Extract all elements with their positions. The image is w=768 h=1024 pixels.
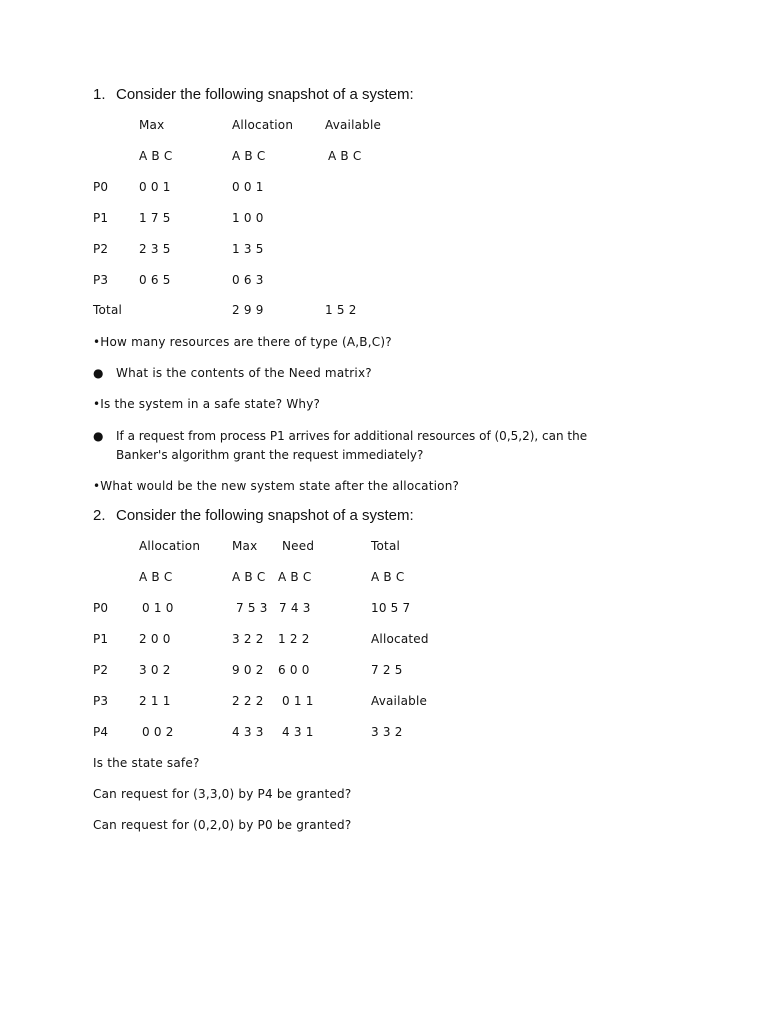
q2-row-p0-need: 7 4 3 [279, 601, 311, 615]
q1-row-p1-max: 1 7 5 [139, 211, 171, 225]
q1-total-label: Total [93, 303, 123, 317]
q1-question-1: •How many resources are there of type (A,B,C)? [93, 335, 392, 349]
q2-row-p2-max: 9 0 2 [232, 663, 264, 677]
q1-question-4: If a request from process P1 arrives for additional resources of (0,5,2), can the Banker's algorithm grant the request immediately? [116, 429, 588, 462]
q2-row-p4-label: P4 [93, 725, 109, 739]
q2-row-p2-need: 6 0 0 [278, 663, 310, 677]
q2-question-3: Can request for (0,2,0) by P0 be granted? [93, 818, 352, 832]
q2-row-p0-right: 10 5 7 [371, 601, 411, 615]
q2-row-p3-label: P3 [93, 694, 109, 708]
q2-row-p4-right: 3 3 2 [371, 725, 403, 739]
q2-question-1: Is the state safe? [93, 756, 200, 770]
q1-question-2: What is the contents of the Need matrix? [116, 366, 372, 380]
q2-row-p1-need: 1 2 2 [278, 632, 310, 646]
q2-row-p1-right: Allocated [371, 632, 429, 646]
q1-row-p0-alloc: 0 0 1 [232, 180, 264, 194]
q2-row-p3-need: 0 1 1 [282, 694, 314, 708]
q1-sub-max: A B C [139, 149, 173, 163]
q1-row-p2-label: P2 [93, 242, 109, 256]
q1-row-p0-label: P0 [93, 180, 109, 194]
q2-col-need: Need [282, 539, 315, 553]
bullet-icon: ● [93, 429, 104, 443]
q1-col-allocation: Allocation [232, 118, 294, 132]
q2-row-p0-max: 7 5 3 [236, 601, 268, 615]
q2-row-p3-alloc: 2 1 1 [139, 694, 171, 708]
q2-sub-total: A B C [371, 570, 405, 584]
q2-row-p0-alloc: 0 1 0 [142, 601, 174, 615]
q2-sub-allocation: A B C [139, 570, 173, 584]
q1-question-3: •Is the system in a safe state? Why? [93, 397, 321, 411]
q1-question-5: •What would be the new system state after the allocation? [93, 479, 460, 493]
q1-number: 1. [93, 86, 106, 103]
q2-number: 2. [93, 507, 106, 524]
q1-col-max: Max [139, 118, 165, 132]
q1-total-avail: 1 5 2 [325, 303, 357, 317]
q1-row-p0-max: 0 0 1 [139, 180, 171, 194]
q1-heading-text: Consider the following snapshot of a system: [116, 86, 414, 103]
q1-sub-allocation: A B C [232, 149, 266, 163]
q2-row-p3-right: Available [371, 694, 428, 708]
q1-row-p1-alloc: 1 0 0 [232, 211, 264, 225]
q2-row-p2-right: 7 2 5 [371, 663, 403, 677]
q2-row-p4-need: 4 3 1 [282, 725, 314, 739]
q2-col-max: Max [232, 539, 258, 553]
q1-row-p2-max: 2 3 5 [139, 242, 171, 256]
q2-row-p4-max: 4 3 3 [232, 725, 264, 739]
q1-total-alloc: 2 9 9 [232, 303, 264, 317]
q1-row-p3-max: 0 6 5 [139, 273, 171, 287]
q2-sub-need: A B C [278, 570, 312, 584]
q2-row-p1-alloc: 2 0 0 [139, 632, 171, 646]
q2-row-p1-label: P1 [93, 632, 109, 646]
q1-row-p3-label: P3 [93, 273, 109, 287]
q1-col-available: Available [325, 118, 382, 132]
q2-sub-max: A B C [232, 570, 266, 584]
q2-row-p2-alloc: 3 0 2 [139, 663, 171, 677]
q2-col-allocation: Allocation [139, 539, 201, 553]
q1-row-p3-alloc: 0 6 3 [232, 273, 264, 287]
q2-heading-text: Consider the following snapshot of a system: [116, 507, 414, 524]
q2-col-total: Total [371, 539, 401, 553]
q1-row-p2-alloc: 1 3 5 [232, 242, 264, 256]
q1-row-p1-label: P1 [93, 211, 109, 225]
q2-row-p2-label: P2 [93, 663, 109, 677]
q2-row-p3-max: 2 2 2 [232, 694, 264, 708]
q2-row-p0-label: P0 [93, 601, 109, 615]
q2-row-p1-max: 3 2 2 [232, 632, 264, 646]
q1-sub-available: A B C [328, 149, 362, 163]
q2-question-2: Can request for (3,3,0) by P4 be granted? [93, 787, 352, 801]
q2-row-p4-alloc: 0 0 2 [142, 725, 174, 739]
bullet-icon: ● [93, 366, 104, 380]
